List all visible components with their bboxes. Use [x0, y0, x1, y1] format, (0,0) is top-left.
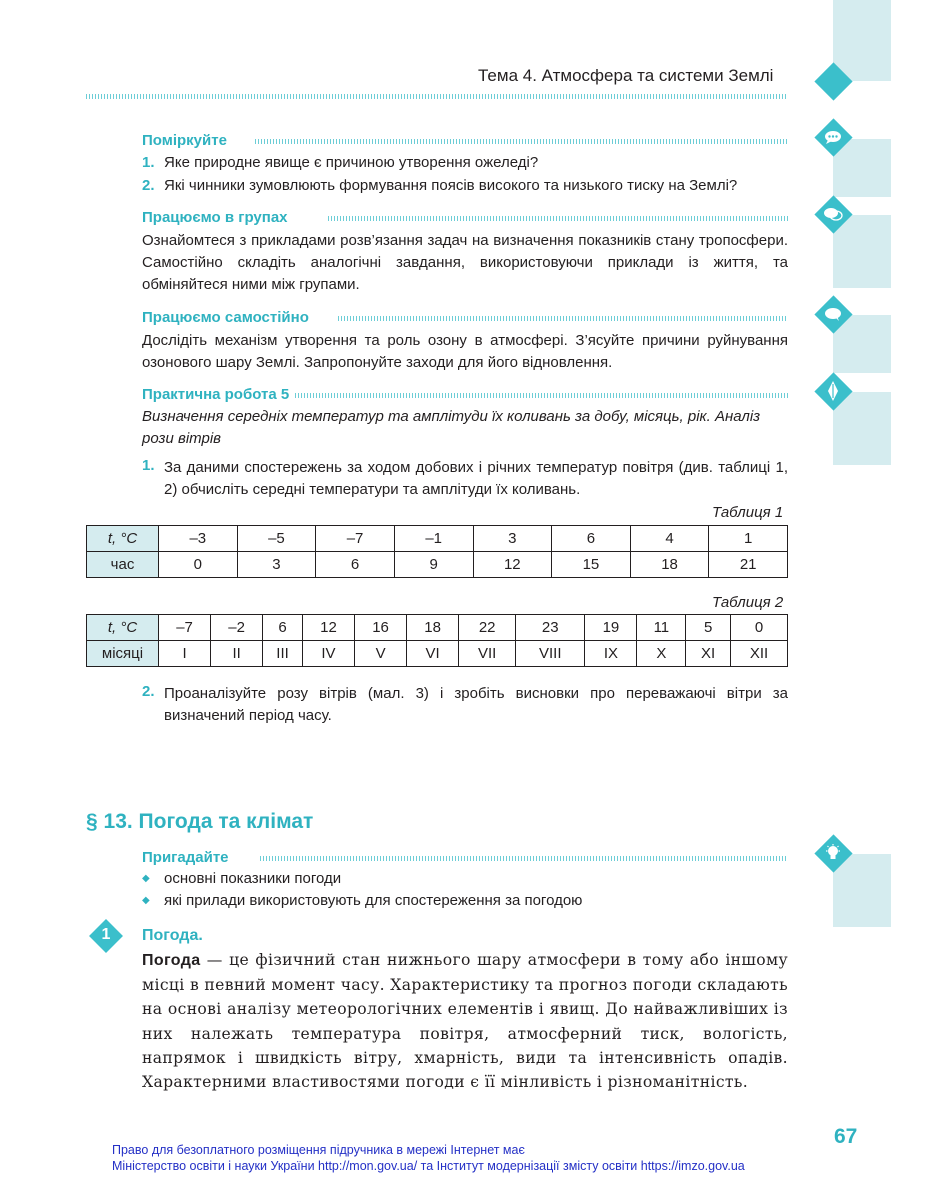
- table-cell: I: [159, 641, 211, 667]
- groups-heading: Працюємо в групах: [142, 209, 288, 226]
- table-cell: VIII: [516, 641, 585, 667]
- table-row: [87, 552, 788, 578]
- footer-line-1: Право для безоплатного розміщення підручника в мережі Інтернет має: [112, 1143, 525, 1157]
- table-cell: 18: [407, 615, 459, 641]
- table-1-caption: Таблиця 1: [712, 504, 784, 521]
- table-cell: –5: [237, 526, 316, 552]
- compass-icon: [814, 372, 852, 410]
- table-cell: 11: [637, 615, 686, 641]
- table-cell: VII: [459, 641, 516, 667]
- header-rule: [86, 94, 788, 99]
- task-2-text: Проаналізуйте розу вітрів (мал. 3) і зробіть висновки про переважаючі вітри за визначений період часу.: [164, 685, 788, 724]
- table-cell: 19: [585, 615, 637, 641]
- think-rule: [255, 139, 788, 144]
- task-1-number: 1.: [142, 457, 155, 474]
- running-header: Тема 4. Атмосфера та системи Землі: [478, 66, 774, 85]
- table-cell: 0: [730, 615, 787, 641]
- table-cell: II: [211, 641, 263, 667]
- table-cell: –2: [211, 615, 263, 641]
- item-number: 1.: [142, 154, 155, 171]
- item-text: Які чинники зумовлюють формування поясів високого та низького тиску на Землі?: [164, 177, 738, 194]
- table-cell: X: [637, 641, 686, 667]
- table-row: [87, 526, 788, 552]
- table-header-cell: час: [87, 552, 159, 578]
- table-cell: 15: [552, 552, 631, 578]
- table-cell: 16: [355, 615, 407, 641]
- body-paragraph: [142, 948, 788, 1094]
- table-cell: III: [263, 641, 303, 667]
- speech-bubble-icon: [814, 118, 852, 156]
- table-2: [86, 614, 788, 667]
- think-item-2: [142, 175, 788, 197]
- table-cell: IX: [585, 641, 637, 667]
- table-cell: 6: [316, 552, 395, 578]
- table-cell: –1: [394, 526, 473, 552]
- side-tab-1: [833, 0, 891, 81]
- table-cell: –7: [159, 615, 211, 641]
- item-text: Яке природне явище є причиною утворення ожеледі?: [164, 154, 539, 171]
- think-item-1: [142, 152, 788, 174]
- table-cell: 22: [459, 615, 516, 641]
- table-cell: VI: [407, 641, 459, 667]
- table-cell: XII: [730, 641, 787, 667]
- table-cell: XI: [686, 641, 731, 667]
- recall-item-1: [142, 870, 341, 887]
- recall-text: основні показники погоди: [164, 870, 342, 887]
- practical-subtitle: Визначення середніх температур та амплітуди їх коливань за добу, місяць, рік. Аналіз рози вітрів: [142, 408, 761, 447]
- table-cell: 9: [394, 552, 473, 578]
- table-cell: 4: [630, 526, 709, 552]
- lightbulb-icon: [814, 834, 852, 872]
- body-text: — це фізичний стан нижнього шару атмосфери в тому або іншому місці в певний момент часу. Характеристику та прогноз погоди складають на основі аналізу метеорологічних елементів і явищ. До найважливіших із них належать температура повітря, атмосферний тиск, вологість, напрямок і швидкість вітру, хмарність, види та інтенсивність опадів. Характерними властивостями погоди є її мінливість і різноманітність.: [142, 951, 788, 1092]
- table-cell: 1: [709, 526, 788, 552]
- table-cell: 3: [473, 526, 552, 552]
- recall-item-2: [142, 892, 582, 909]
- term-bold: Погода: [142, 952, 201, 969]
- think-heading: Поміркуйте: [142, 132, 227, 149]
- recall-heading: Пригадайте: [142, 849, 229, 866]
- table-header-cell: t, °C: [87, 615, 159, 641]
- table-cell: 3: [237, 552, 316, 578]
- task-1-text: За даними спостережень за ходом добових і річних температур повітря (див. таблиці 1, 2) обчисліть середні температури та амплітуди їх коливань.: [164, 459, 788, 498]
- table-row: [87, 641, 788, 667]
- groups-text: Ознайомтеся з прикладами розв’язання задач на визначення показників стану тропосфери. Самостійно складіть аналогічні завдання, використовуючи приклади із життя, та обміняйтеся ними між групами.: [142, 232, 788, 293]
- table-header-cell: місяці: [87, 641, 159, 667]
- footer-line-2: Міністерство освіти і науки України http://mon.gov.ua/ та Інститут модернізації змісту освіти https://imzo.gov.ua: [112, 1159, 745, 1173]
- task-2-number: 2.: [142, 683, 155, 700]
- table-1: [86, 525, 788, 578]
- practical-rule: [295, 393, 788, 398]
- subsection-title: Погода.: [142, 927, 203, 944]
- table-header-cell: t, °C: [87, 526, 159, 552]
- table-cell: 5: [686, 615, 731, 641]
- discussion-icon: [814, 195, 852, 233]
- table-cell: 12: [302, 615, 354, 641]
- table-cell: –7: [316, 526, 395, 552]
- bullet-icon: ◆: [142, 873, 150, 884]
- table-cell: 12: [473, 552, 552, 578]
- table-cell: IV: [302, 641, 354, 667]
- table-cell: 0: [159, 552, 238, 578]
- table-cell: 18: [630, 552, 709, 578]
- independent-text: Дослідіть механізм утворення та роль озону в атмосфері. З’ясуйте причини руйнування озонового шару Землі. Запропонуйте заходи для його відновлення.: [142, 332, 788, 371]
- recall-rule: [260, 856, 788, 861]
- paragraph-title: § 13. Погода та клімат: [86, 810, 314, 833]
- table-cell: –3: [159, 526, 238, 552]
- table-cell: 6: [552, 526, 631, 552]
- table-cell: 6: [263, 615, 303, 641]
- chat-icon: [814, 295, 852, 333]
- groups-rule: [328, 216, 788, 221]
- subsection-number: 1: [101, 926, 111, 943]
- page-number: 67: [834, 1125, 858, 1148]
- table-cell: 23: [516, 615, 585, 641]
- table-cell: V: [355, 641, 407, 667]
- recall-text: які прилади використовують для спостереження за погодою: [164, 892, 583, 909]
- table-row: [87, 615, 788, 641]
- independent-rule: [338, 316, 788, 321]
- item-number: 2.: [142, 177, 155, 194]
- independent-heading: Працюємо самостійно: [142, 309, 309, 326]
- table-2-caption: Таблиця 2: [712, 594, 784, 611]
- table-cell: 21: [709, 552, 788, 578]
- practical-heading: Практична робота 5: [142, 386, 290, 403]
- bullet-icon: ◆: [142, 895, 150, 906]
